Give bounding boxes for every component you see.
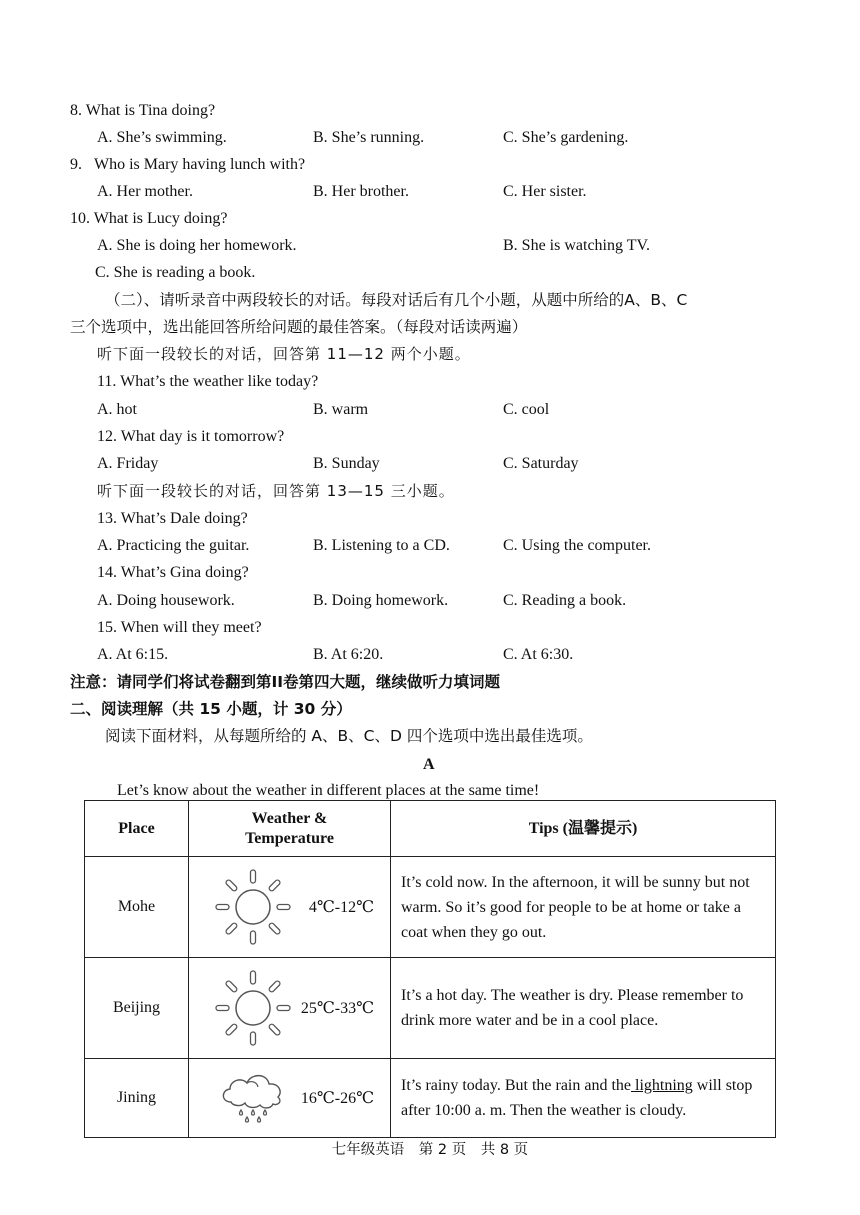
question-10-option-c: C. She is reading a book. — [95, 264, 256, 281]
sun-icon — [213, 968, 293, 1048]
tips-text-before: It’s rainy today. But the rain and the — [401, 1077, 632, 1094]
question-14-option-b: B. Doing homework. — [313, 592, 449, 609]
sun-icon — [213, 867, 293, 947]
question-10-option-b: B. She is watching TV. — [503, 237, 650, 254]
question-8-stem: 8. What is Tina doing? — [70, 102, 216, 119]
weather-table — [84, 800, 776, 1138]
row-temperature: 16℃-26℃ — [300, 1090, 374, 1107]
question-12-option-c: C. Saturday — [503, 455, 579, 472]
question-10-option-a: A. She is doing her homework. — [97, 237, 297, 254]
question-14-stem: 14. What’s Gina doing? — [97, 564, 249, 581]
row-temperature: 25℃-33℃ — [300, 1000, 374, 1017]
question-14-option-a: A. Doing housework. — [97, 592, 235, 609]
question-13-stem: 13. What’s Dale doing? — [97, 510, 248, 527]
table-header-row — [85, 801, 776, 857]
table-row — [85, 958, 776, 1059]
row-weather — [189, 1059, 391, 1138]
question-9-option-b: B. Her brother. — [313, 183, 409, 200]
question-15-option-c: C. At 6:30. — [503, 646, 574, 663]
question-14-option-c: C. Reading a book. — [503, 592, 627, 609]
question-11-option-a: A. hot — [97, 401, 137, 418]
question-9-option-a: A. Her mother. — [97, 183, 193, 200]
tips-text-after: will stop after 10:00 a. m. Then the weather is cloudy. — [401, 1077, 753, 1119]
question-12-option-b: B. Sunday — [313, 455, 380, 472]
dialog2-intro: 听下面一段较长的对话，回答第 13—15 三小题。 — [97, 482, 455, 500]
row-tips — [391, 1059, 776, 1138]
row-weather — [189, 857, 391, 958]
row-tips: It’s cold now. In the afternoon, it will be sunny but not warm. So it’s good for people to be at home or take a coat when they go out. — [391, 857, 776, 958]
rain-cloud-icon — [217, 1068, 289, 1124]
question-13-option-a: A. Practicing the guitar. — [97, 537, 250, 554]
passage-label: A — [423, 756, 435, 773]
header-tips: Tips (温馨提示) — [391, 801, 776, 857]
question-11-option-b: B. warm — [313, 401, 369, 418]
question-12-stem: 12. What day is it tomorrow? — [97, 428, 285, 445]
question-8-option-b: B. She’s running. — [313, 129, 425, 146]
question-8-option-a: A. She’s swimming. — [97, 129, 227, 146]
header-weather — [189, 801, 391, 857]
question-13-option-b: B. Listening to a CD. — [313, 537, 450, 554]
part2-instruction-line1: （二）、请听录音中两段较长的对话。每段对话后有几个小题，从题中所给的A、B、C — [105, 291, 688, 309]
question-11-stem: 11. What’s the weather like today? — [97, 373, 319, 390]
passage-intro: Let’s know about the weather in different places at the same time! — [117, 782, 540, 799]
question-12-option-a: A. Friday — [97, 455, 159, 472]
row-place: Mohe — [85, 857, 189, 958]
question-15-option-b: B. At 6:20. — [313, 646, 384, 663]
table-row — [85, 857, 776, 958]
underlined-word: lightning — [631, 1077, 693, 1094]
row-place: Beijing — [85, 958, 189, 1059]
dialog1-intro: 听下面一段较长的对话，回答第 11—12 两个小题。 — [97, 345, 471, 363]
question-9-stem: 9. Who is Mary having lunch with? — [70, 156, 306, 173]
reading-section-title: 二、阅读理解（共 15 小题，计 30 分） — [70, 700, 352, 718]
page-footer: 七年级英语 第 2 页 共 8 页 — [331, 1142, 529, 1158]
question-8-option-c: C. She’s gardening. — [503, 129, 629, 146]
question-11-option-c: C. cool — [503, 401, 550, 418]
row-temperature: 4℃-12℃ — [308, 899, 374, 916]
question-15-stem: 15. When will they meet? — [97, 619, 262, 636]
header-weather-line2: Temperature — [245, 829, 334, 847]
row-place: Jining — [85, 1059, 189, 1138]
row-weather — [189, 958, 391, 1059]
row-tips: It’s a hot day. The weather is dry. Please remember to drink more water and be in a cool place. — [391, 958, 776, 1059]
header-place: Place — [85, 801, 189, 857]
question-10-stem: 10. What is Lucy doing? — [70, 210, 228, 227]
question-13-option-c: C. Using the computer. — [503, 537, 651, 554]
question-15-option-a: A. At 6:15. — [97, 646, 169, 663]
part2-instruction-line2: 三个选项中，选出能回答所给问题的最佳答案。（每段对话读两遍） — [70, 318, 528, 336]
header-weather-line1: Weather & — [251, 809, 328, 827]
question-9-option-c: C. Her sister. — [503, 183, 587, 200]
table-row — [85, 1059, 776, 1138]
notice: 注意：请同学们将试卷翻到第II卷第四大题，继续做听力填词题 — [70, 673, 501, 691]
reading-instruction: 阅读下面材料，从每题所给的 A、B、C、D 四个选项中选出最佳选项。 — [105, 727, 593, 745]
